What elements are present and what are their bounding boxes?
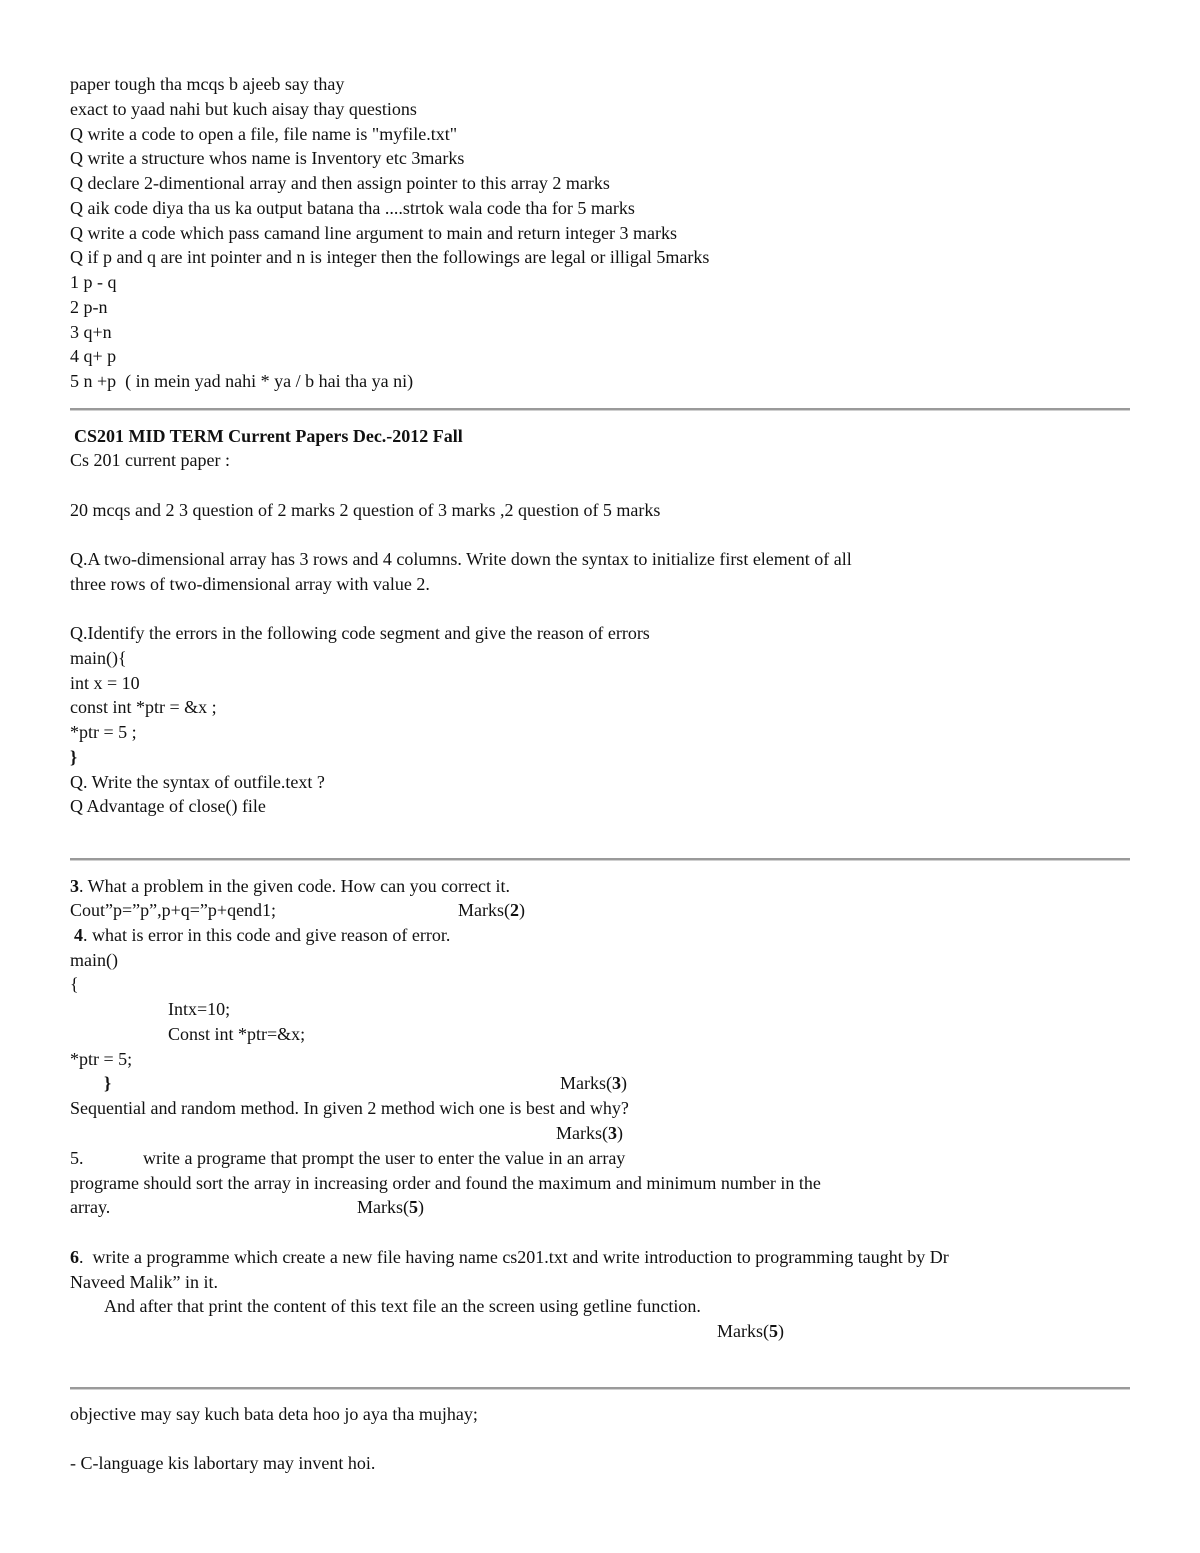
question-line: Q if p and q are int pointer and n is integer then the followings are legal or illigal 5marks — [70, 247, 710, 267]
marks-label — [556, 1121, 623, 1145]
question-line: Q Advantage of close() file — [70, 796, 266, 816]
code-line: } — [104, 1073, 112, 1093]
question-number: 4 — [74, 925, 83, 945]
marks-value: 2 — [510, 900, 519, 920]
question-line: three rows of two-dimensional array with value 2. — [70, 574, 430, 594]
marks-label — [357, 1195, 424, 1219]
question-text: programe should sort the array in increasing order and found the maximum and minimum number in the — [70, 1173, 821, 1193]
question-line: Q. Write the syntax of outfile.text ? — [70, 772, 325, 792]
question-text: Naveed Malik” in it. — [70, 1272, 218, 1292]
marks-label — [717, 1319, 784, 1343]
marks-text: ) — [617, 1123, 623, 1143]
question-line: Sequential and random method. In given 2 method wich one is best and why? — [70, 1098, 629, 1118]
marks-value: 5 — [769, 1321, 778, 1341]
marks-text: ) — [621, 1073, 627, 1093]
question-4 — [74, 923, 450, 947]
question-line: Q aik code diya tha us ka output batana tha ....strtok wala code tha for 5 marks — [70, 198, 635, 218]
text-line: Cs 201 current paper : — [70, 450, 230, 470]
question-text: . what is error in this code and give reason of error. — [83, 925, 451, 945]
marks-value: 5 — [409, 1197, 418, 1217]
list-item: 1 p - q — [70, 272, 117, 292]
question-text: array. — [70, 1197, 111, 1217]
text-line: exact to yaad nahi but kuch aisay thay questions — [70, 99, 417, 119]
marks-value: 3 — [608, 1123, 617, 1143]
text-line: paper tough tha mcqs b ajeeb say thay — [70, 74, 345, 94]
code-line: Const int *ptr=&x; — [168, 1024, 306, 1044]
question-line: Q write a structure whos name is Inventory etc 3marks — [70, 148, 465, 168]
code-line: int x = 10 — [70, 673, 140, 693]
text-line: objective may say kuch bata deta hoo jo aya tha mujhay; — [70, 1404, 478, 1424]
code-line: main() — [70, 950, 118, 970]
question-text: . What a problem in the given code. How can you correct it. — [79, 876, 511, 896]
marks-text: Marks( — [357, 1197, 409, 1217]
text-line: - C-language kis labortary may invent hoi. — [70, 1453, 376, 1473]
code-line: main(){ — [70, 648, 127, 668]
question-text: . write a programme which create a new file having name cs201.txt and write introduction to programming taught by Dr — [79, 1247, 949, 1267]
list-item: 5 n +p ( in mein yad nahi * ya / b hai tha ya ni) — [70, 371, 414, 391]
marks-text: Marks( — [556, 1123, 608, 1143]
question-number: 5. — [70, 1148, 84, 1168]
question-3 — [70, 874, 510, 898]
marks-text: ) — [418, 1197, 424, 1217]
question-line: Q write a code which pass camand line argument to main and return integer 3 marks — [70, 223, 677, 243]
list-item: 4 q+ p — [70, 346, 117, 366]
list-item: 3 q+n — [70, 322, 112, 342]
text-line: 20 mcqs and 2 3 question of 2 marks 2 question of 3 marks ,2 question of 5 marks — [70, 500, 661, 520]
marks-text: Marks( — [717, 1321, 769, 1341]
question-text: write a programe that prompt the user to enter the value in an array — [143, 1148, 626, 1168]
list-item: 2 p-n — [70, 297, 108, 317]
code-line: { — [70, 974, 79, 994]
marks-value: 3 — [612, 1073, 621, 1093]
code-line: Cout”p=”p”,p+q=”p+qend1; — [70, 900, 277, 920]
section-divider — [70, 1387, 1130, 1390]
marks-label — [560, 1071, 627, 1095]
section-divider — [70, 408, 1130, 411]
question-number: 3 — [70, 876, 79, 896]
question-line: Q declare 2-dimentional array and then assign pointer to this array 2 marks — [70, 173, 610, 193]
question-line: Q.Identify the errors in the following code segment and give the reason of errors — [70, 623, 650, 643]
marks-text: ) — [778, 1321, 784, 1341]
section-divider — [70, 858, 1130, 861]
marks-text: ) — [519, 900, 525, 920]
marks-text: Marks( — [560, 1073, 612, 1093]
code-line: Intx=10; — [168, 999, 231, 1019]
question-6 — [70, 1245, 949, 1269]
section-heading: CS201 MID TERM Current Papers Dec.-2012 Fall — [74, 426, 463, 446]
marks-label — [458, 898, 525, 922]
code-line: const int *ptr = &x ; — [70, 697, 217, 717]
marks-text: Marks( — [458, 900, 510, 920]
code-line: *ptr = 5; — [70, 1049, 133, 1069]
question-line: Q write a code to open a file, file name is "myfile.txt" — [70, 124, 458, 144]
question-text: And after that print the content of this text file an the screen using getline function. — [104, 1296, 701, 1316]
question-number: 6 — [70, 1247, 79, 1267]
code-line: } — [70, 747, 78, 767]
question-line: Q.A two-dimensional array has 3 rows and 4 columns. Write down the syntax to initialize first element of all — [70, 549, 852, 569]
code-line: *ptr = 5 ; — [70, 722, 137, 742]
